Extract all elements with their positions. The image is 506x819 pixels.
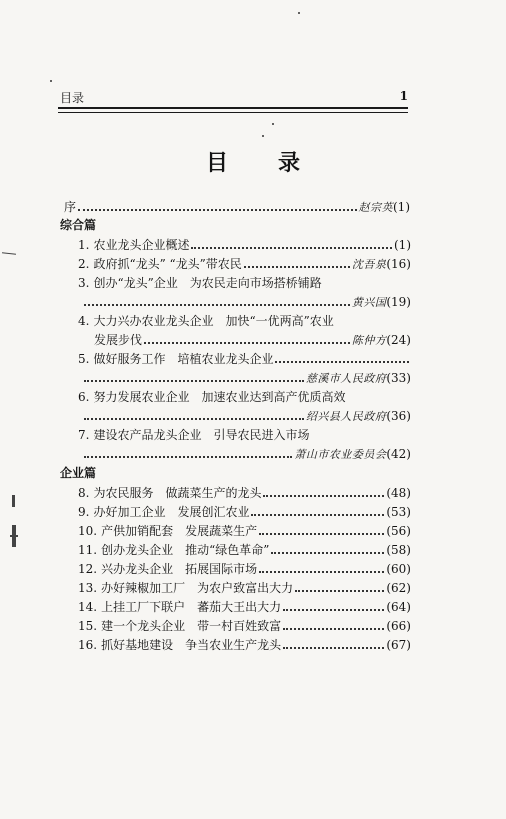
header-rule-thick <box>58 107 408 109</box>
entry-title: 发展步伐 <box>94 333 143 347</box>
entry-title: 做好服务工作 培植农业龙头企业 <box>93 352 274 366</box>
entry-author: 萧山市农业委员会 <box>294 448 387 461</box>
toc-entry-preface <box>64 198 410 216</box>
entry-page-number: (53) <box>386 505 411 519</box>
dot-leader <box>244 266 350 268</box>
scan-speck <box>298 12 300 14</box>
entry-page-number: (66) <box>386 619 411 633</box>
dot-leader <box>84 418 304 420</box>
dot-leader <box>84 304 350 306</box>
entry-title: 产供加销配套 发展蔬菜生产 <box>101 524 258 538</box>
entry-title: 抓好基地建设 争当农业生产龙头 <box>101 638 282 652</box>
dot-leader <box>251 514 384 516</box>
scan-mark <box>10 535 18 537</box>
entry-number: 6. <box>78 390 90 404</box>
scan-speck <box>272 123 274 125</box>
entry-title: 创办龙头企业 推动“绿色革命” <box>101 543 270 557</box>
entry-number: 9. <box>78 505 90 519</box>
entry-page-number: (62) <box>386 581 411 595</box>
running-head <box>58 89 408 107</box>
toc-entry <box>78 236 411 254</box>
toc-entry <box>78 388 411 406</box>
dot-leader <box>259 571 384 573</box>
entry-number: 10. <box>78 524 98 538</box>
entry-title: 大力兴办农业龙头企业 加快“一优两高”农业 <box>93 314 334 328</box>
running-head-title: 目录 <box>60 91 85 105</box>
scan-speck <box>262 135 264 137</box>
entry-title: 农业龙头企业概述 <box>93 238 190 252</box>
dot-leader <box>84 456 292 458</box>
dot-leader <box>271 552 384 554</box>
section-heading: 综合篇 <box>60 218 97 232</box>
toc-entry <box>78 426 411 444</box>
page-title <box>0 146 506 177</box>
entry-page-number: (33) <box>386 371 411 385</box>
dot-leader <box>144 342 350 344</box>
dot-leader <box>275 361 409 363</box>
scan-mark <box>12 495 15 507</box>
dot-leader <box>283 647 384 649</box>
toc-entry-author-line <box>82 369 411 387</box>
preface-title: 序 <box>64 200 77 214</box>
entry-title: 办好加工企业 发展创汇农业 <box>93 505 250 519</box>
entry-number: 7. <box>78 428 90 442</box>
entry-number: 4. <box>78 314 90 328</box>
entry-author: 慈溪市人民政府 <box>305 372 387 385</box>
entry-page-number: (64) <box>386 600 411 614</box>
toc-entry <box>78 560 411 578</box>
entry-number: 3. <box>78 276 90 290</box>
toc-entry <box>78 579 411 597</box>
entry-page-number: (16) <box>386 257 411 271</box>
entry-title: 上挂工厂下联户 蕃茄大王出大力 <box>101 600 282 614</box>
preface-author: 赵宗英 <box>358 201 393 214</box>
preface-page-number: (1) <box>393 200 410 214</box>
dot-leader <box>259 533 384 535</box>
entry-author: 沈吾泉 <box>351 258 387 271</box>
page-title-char-2: 录 <box>278 150 301 176</box>
entry-title: 努力发展农业企业 加速农业达到高产优质高效 <box>93 390 346 404</box>
toc-entry <box>78 255 411 273</box>
toc-entry-continuation <box>94 331 411 349</box>
entry-title: 政府抓“龙头” “龙头”带农民 <box>93 257 242 271</box>
entry-title: 为农民服务 做蔬菜生产的龙头 <box>93 486 262 500</box>
dot-leader <box>84 380 304 382</box>
entry-title: 兴办龙头企业 拓展国际市场 <box>101 562 258 576</box>
entry-number: 1. <box>78 238 90 252</box>
toc-entry-author-line <box>82 445 411 463</box>
toc-entry <box>78 522 411 540</box>
toc-entry <box>78 617 411 635</box>
entry-number: 14. <box>78 600 98 614</box>
toc-entry <box>78 503 411 521</box>
running-head-page-number: 1 <box>399 89 408 103</box>
entry-number: 2. <box>78 257 90 271</box>
scan-speck <box>50 80 52 82</box>
toc-entry <box>78 636 411 654</box>
entry-page-number: (67) <box>386 638 411 652</box>
entry-title: 建一个龙头企业 带一村百姓致富 <box>101 619 282 633</box>
header-rule-thin <box>58 112 408 113</box>
entry-page-number: (60) <box>386 562 411 576</box>
toc-entry <box>78 350 411 368</box>
entry-page-number: (58) <box>386 543 411 557</box>
toc-entry <box>78 274 411 292</box>
entry-author: 陈仲方 <box>351 334 387 347</box>
entry-title: 建设农产品龙头企业 引导农民进入市场 <box>93 428 310 442</box>
dot-leader <box>295 590 384 592</box>
toc-entry-author-line <box>82 293 411 311</box>
toc-entry <box>78 598 411 616</box>
entry-page-number: (42) <box>386 447 411 461</box>
dot-leader <box>78 209 356 211</box>
entry-page-number: (56) <box>386 524 411 538</box>
dot-leader <box>191 247 392 249</box>
entry-title: 办好辣椒加工厂 为农户致富出大力 <box>101 581 294 595</box>
scan-mark <box>2 252 16 254</box>
entry-page-number: (1) <box>394 238 411 252</box>
entry-number: 5. <box>78 352 90 366</box>
entry-number: 8. <box>78 486 90 500</box>
entry-page-number: (24) <box>386 333 411 347</box>
dot-leader <box>283 609 384 611</box>
entry-page-number: (48) <box>386 486 411 500</box>
entry-number: 15. <box>78 619 98 633</box>
dot-leader <box>283 628 384 630</box>
entry-page-number: (19) <box>386 295 411 309</box>
toc-entry <box>78 312 411 330</box>
entry-number: 11. <box>78 543 98 557</box>
toc-entry <box>78 541 411 559</box>
page-title-char-1: 目 <box>205 150 228 176</box>
dot-leader <box>263 495 384 497</box>
entry-author: 黄兴国 <box>351 296 387 309</box>
toc-entry-author-line <box>82 407 411 425</box>
toc-entry <box>78 484 411 502</box>
entry-author: 绍兴县人民政府 <box>305 410 387 423</box>
section-heading: 企业篇 <box>60 466 97 480</box>
entry-number: 12. <box>78 562 98 576</box>
entry-number: 13. <box>78 581 98 595</box>
entry-number: 16. <box>78 638 98 652</box>
entry-page-number: (36) <box>386 409 411 423</box>
entry-title: 创办“龙头”企业 为农民走向市场搭桥铺路 <box>93 276 322 290</box>
